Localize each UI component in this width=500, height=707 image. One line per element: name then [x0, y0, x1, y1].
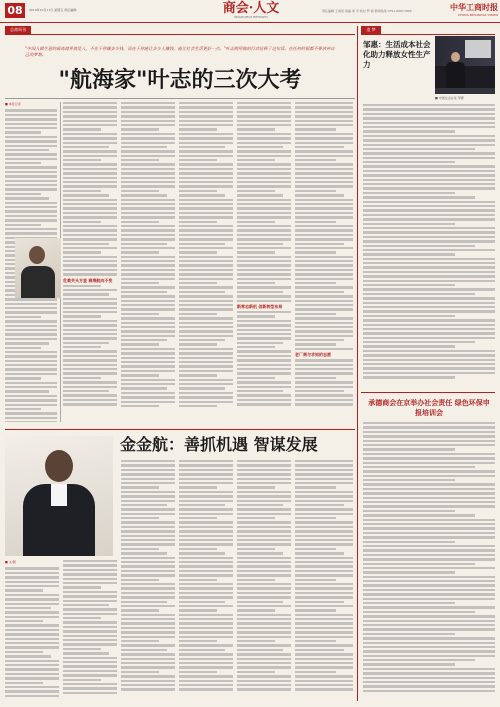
portrait-body [21, 266, 55, 298]
brand-name: 中华工商时报 [450, 2, 498, 12]
column-label: 总商周刊 [5, 26, 31, 34]
feature-body-1 [5, 560, 59, 700]
right-column-rule [361, 34, 495, 35]
stage-floor [435, 88, 495, 94]
feature-body-5 [237, 460, 291, 700]
bottom-feature [5, 432, 355, 702]
feature-headline: 金金航：善抓机遇 智谋发展 [120, 435, 318, 454]
body-column-6 [295, 102, 353, 422]
speaker-photo [435, 36, 495, 94]
photo-caption: ■ 中国女企业家 邹惠 [435, 96, 464, 100]
body-column-4 [179, 102, 233, 422]
byline: ■ 本报记者 [5, 102, 21, 106]
right-divider [357, 26, 358, 701]
feature-portrait-collar [51, 484, 67, 506]
editor-info: 责任编辑 王雨辰 美编 刘 平 校对 罗 颖 新闻热线 0791-86817808 [322, 9, 412, 13]
bottom-feature-rule [5, 429, 355, 430]
right-column-label: 追 梦 [361, 26, 381, 34]
feature-body-3 [121, 460, 175, 700]
body-column-3 [121, 102, 175, 422]
subhead-2: 新常态新机 创新转型布局 [237, 303, 283, 309]
subhead-1: 危难关头方显 商海航向不变 [63, 277, 113, 283]
section-title: 商会·人文 [222, 1, 280, 16]
right-bottom-headline: 承德商会在京举办社会责任 绿色环保申报培训会 [368, 398, 490, 417]
section-pinyin: SHANGHUI RENWEN [233, 15, 269, 19]
brand-english: CHINA BUSINESS TIMES [457, 13, 498, 17]
lead-story [5, 26, 355, 426]
stage-sign [465, 40, 491, 58]
feature-portrait [5, 436, 113, 556]
right-headline: 邹惠：生活成本社会化助力释放女性生产力 [363, 40, 431, 69]
portrait-head [29, 246, 45, 264]
right-body-2 [363, 422, 495, 700]
subhead-3: 老厂商与求知的志愿 [295, 352, 331, 358]
column-rule [5, 34, 355, 35]
lead-intro: "中国人做生意的最高境界就是人，不在于你赚多少钱，而在于你能让多少人赚钱，能让社会生活更好一点。"叶志刚用他的行动诠释了这句话。在任何时候都不要放弃自己的梦想。 [25, 46, 335, 58]
right-feature [361, 26, 495, 701]
feature-body-6 [295, 460, 353, 700]
body-column-5 [237, 102, 291, 422]
lead-headline: "航海家"叶志的三次大考 [58, 67, 302, 93]
feature-body-2 [63, 560, 117, 700]
date-line: 2019年10月11日 星期五 责任编辑： [29, 8, 80, 12]
portrait-photo [15, 238, 61, 298]
feature-portrait-head [45, 450, 73, 482]
feature-byline: ■ 文/图 [5, 560, 16, 564]
headline-rule [5, 98, 355, 99]
page-number: 08 [5, 3, 25, 18]
masthead [0, 0, 500, 23]
feature-body-4 [179, 460, 233, 700]
speaker-head [451, 52, 460, 62]
right-bottom-rule [361, 392, 495, 393]
body-column-2 [63, 102, 117, 422]
right-body-1 [363, 104, 495, 389]
